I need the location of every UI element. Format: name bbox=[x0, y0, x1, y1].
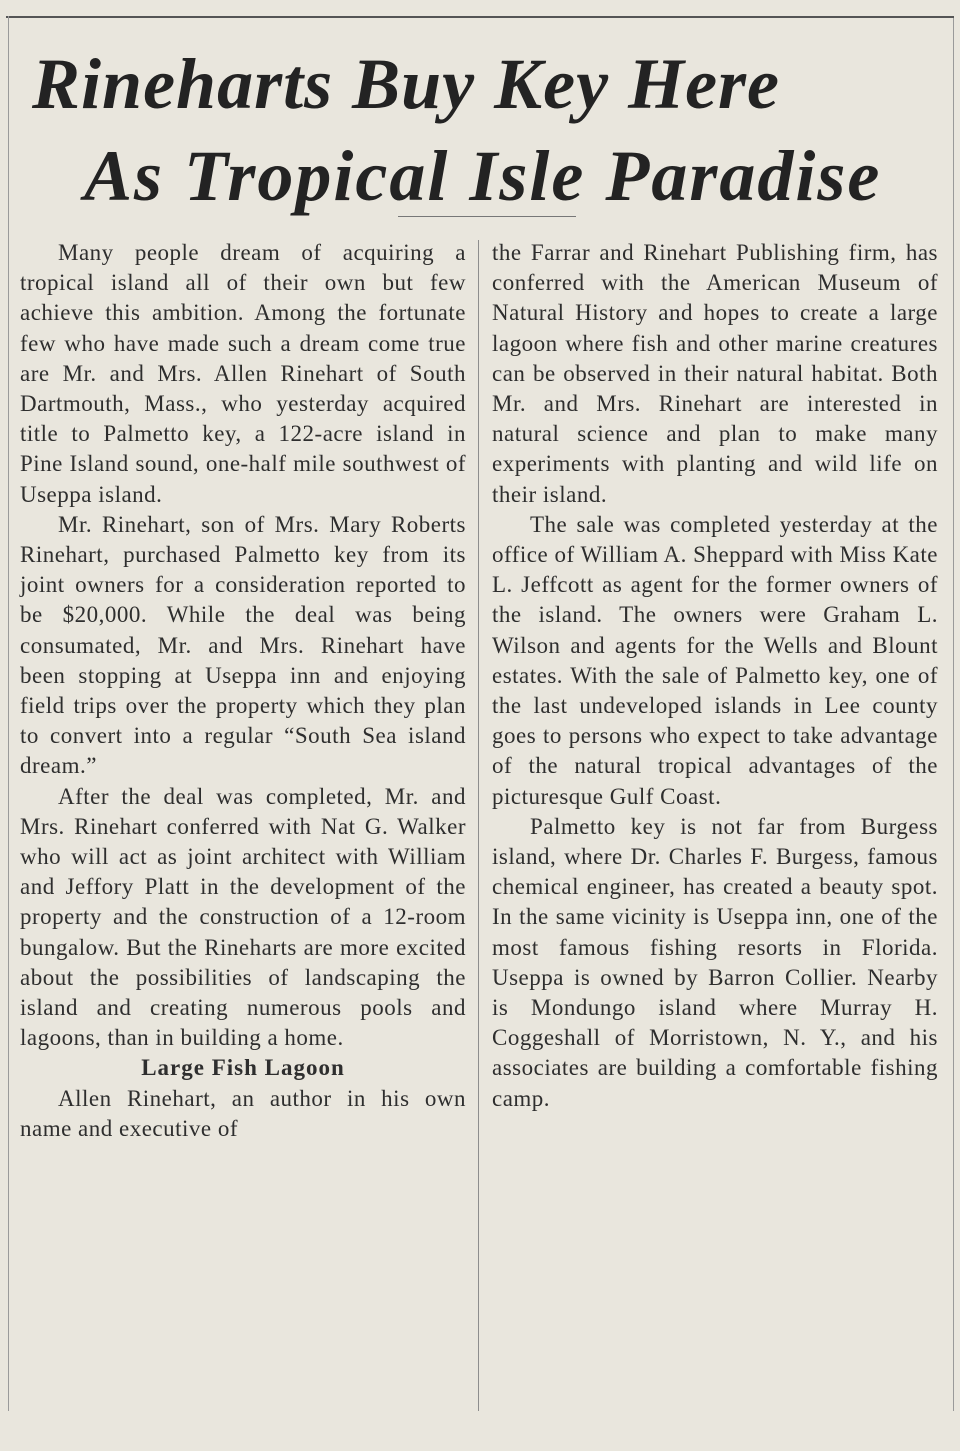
top-border-rule bbox=[6, 16, 954, 18]
right-border-rule bbox=[953, 18, 954, 1411]
column-rule bbox=[478, 240, 479, 1411]
paragraph: Mr. Rinehart, son of Mrs. Mary Roberts Rinehart, purchased Palmetto key from its joint owners for a consideration reported to be $20,000. While the deal was being consumated, Mr. and Mrs. Rinehart have been stopping at Useppa inn and enjoying field trips over the property which they plan to convert into a regular “South Sea island dream.” bbox=[20, 511, 466, 779]
paragraph: the Farrar and Rinehart Publishing firm, has conferred with the American Museum of Natural History and hopes to create a large lagoon where fish and other marine creatures can be observed in their natural habitat. Both Mr. and Mrs. Rinehart are interested in natural science and plan to make many experiments with planting and wild life on their island. bbox=[492, 240, 938, 507]
paragraph: Palmetto key is not far from Burgess island, where Dr. Charles F. Burgess, famous chemical engineer, has created a beauty spot. In the same vicinity is Useppa inn, one of the most famous fishing resorts in Florida. Useppa is owned by Barron Collier. Nearby is Mondungo island where Murray H. Coggeshall of Morristown, N. Y., and his associates are building a comfortable fishing camp. bbox=[492, 813, 938, 1111]
paragraph: Allen Rinehart, an author in his own name and executive of bbox=[20, 1085, 466, 1141]
headline-line-2: As Tropical Isle Paradise bbox=[84, 136, 882, 216]
article-column-2 bbox=[492, 238, 938, 1114]
headline-divider bbox=[398, 216, 576, 217]
left-border-rule bbox=[8, 16, 9, 1411]
subheading: Large Fish Lagoon bbox=[141, 1055, 345, 1081]
paragraph: The sale was completed yesterday at the office of William A. Sheppard with Miss Kate L. Jeffcott as agent for the former owners of the island. The owners were Graham L. Wilson and agents for the Wells and Blount estates. With the sale of Palmetto key, one of the last undeveloped islands in Lee county goes to persons who expect to take advantage of the natural tropical advantages of the picturesque Gulf Coast. bbox=[492, 511, 938, 809]
paragraph: After the deal was completed, Mr. and Mrs. Rinehart conferred with Nat G. Walker who will act as joint architect with William and Jeffory Platt in the development of the property and the construction of a 12-room bungalow. But the Rineharts are more excited about the possibilities of landscaping the island and creating numerous pools and lagoons, than in building a home. bbox=[20, 783, 466, 1051]
article-column-1 bbox=[20, 238, 466, 1144]
headline bbox=[30, 38, 940, 222]
paragraph: Many people dream of acquiring a tropical island all of their own but few achieve this ambition. Among the fortunate few who have made such a dream come true are Mr. and Mrs. Allen Rinehart of South Dartmouth, Mass., who yesterday acquired title to Palmetto key, a 122-acre island in Pine Island sound, one-half mile southwest of Useppa island. bbox=[20, 240, 466, 507]
headline-line-1: Rineharts Buy Key Here bbox=[32, 44, 781, 124]
